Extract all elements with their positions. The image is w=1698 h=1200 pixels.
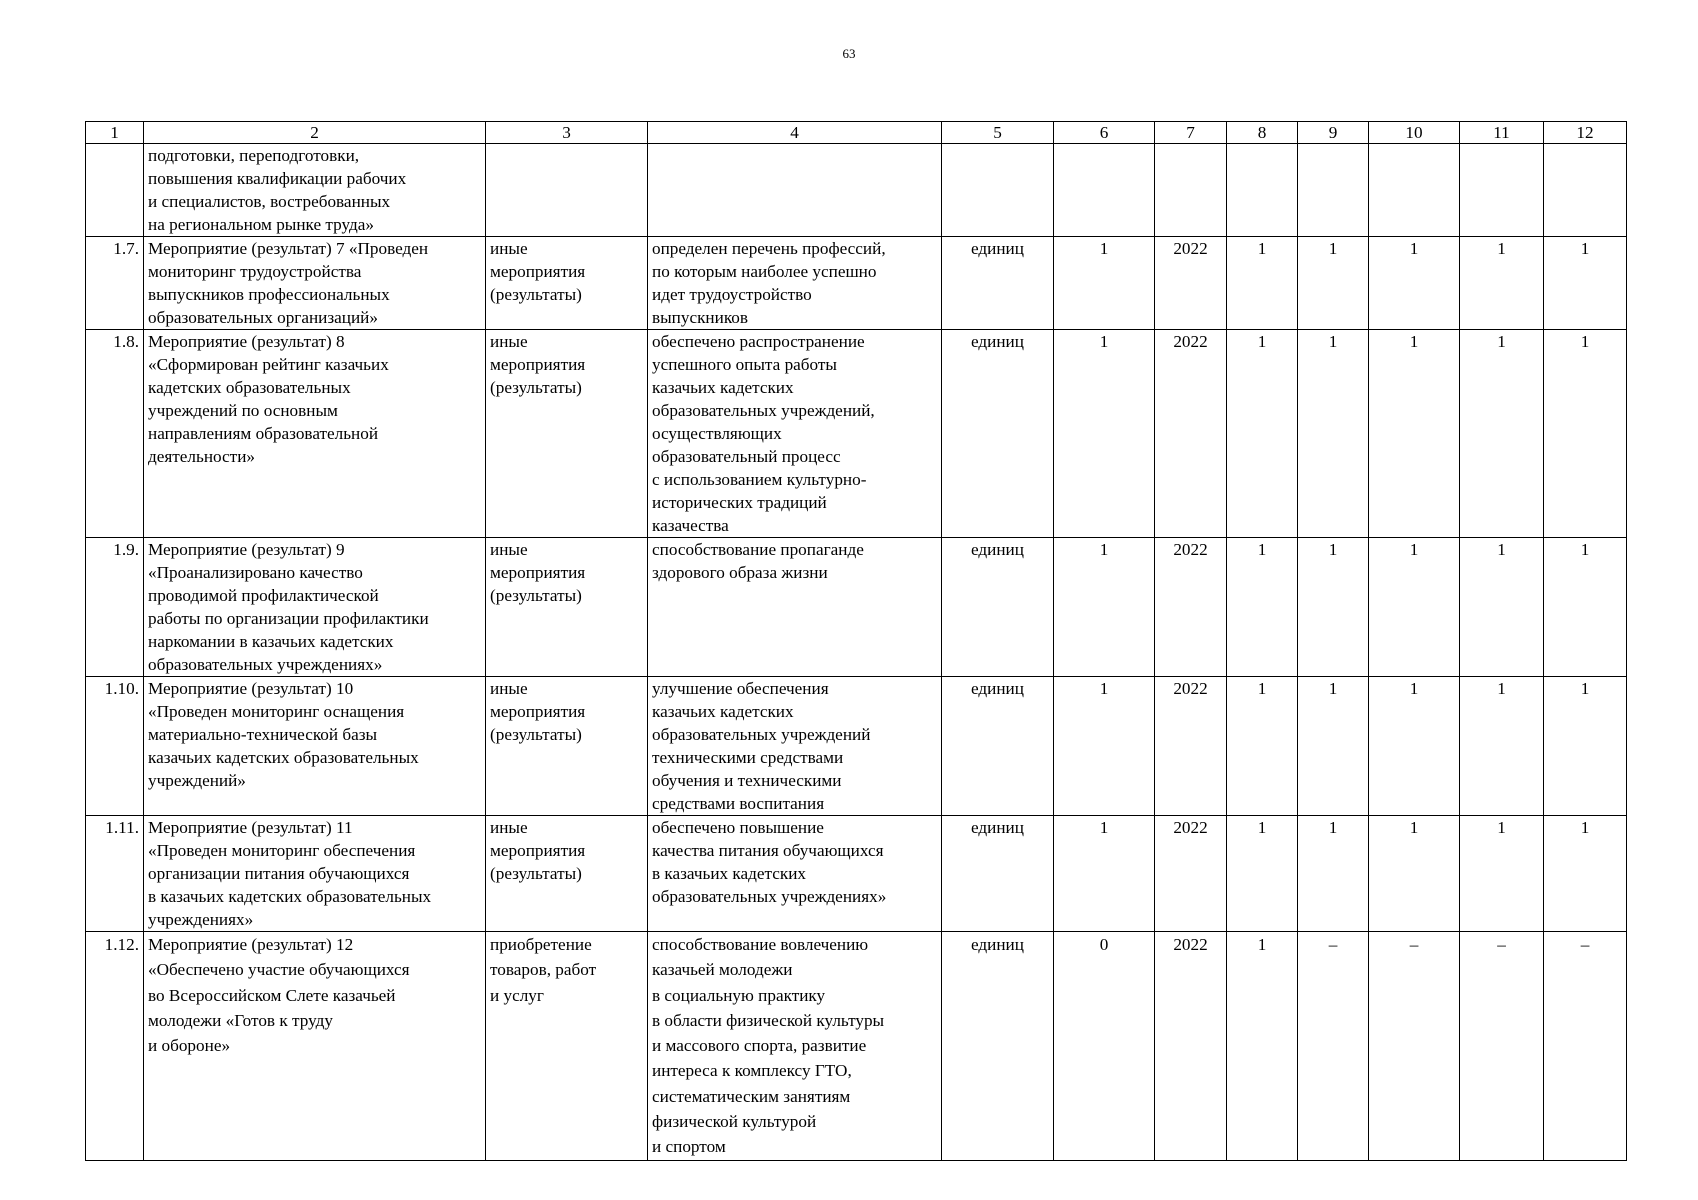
year-value-cell: 1 — [1298, 538, 1369, 677]
row-number: 1.10. — [86, 677, 144, 816]
base-value-cell: 1 — [1054, 816, 1155, 932]
activity-description: определен перечень профессий, по которым наиболее успешно идет трудоустройство выпускников — [648, 237, 942, 330]
activity-type: иные мероприятия (результаты) — [486, 816, 648, 932]
base-year-cell: 2022 — [1155, 677, 1227, 816]
year-value-cell: 1 — [1460, 677, 1544, 816]
unit-cell: единиц — [942, 932, 1054, 1161]
year-value-cell: 1 — [1544, 677, 1627, 816]
base-value-cell: 0 — [1054, 932, 1155, 1161]
year-value-cell — [1544, 144, 1627, 237]
activity-type: иные мероприятия (результаты) — [486, 330, 648, 538]
year-value-cell: 1 — [1544, 330, 1627, 538]
year-value-cell: 1 — [1369, 538, 1460, 677]
activity-description: обеспечено повышение качества питания обучающихся в казачьих кадетских образовательных учреждениях» — [648, 816, 942, 932]
base-value-cell: 1 — [1054, 538, 1155, 677]
year-value-cell — [1227, 144, 1298, 237]
activity-description: улучшение обеспечения казачьих кадетских образовательных учреждений техническими средствами обучения и техническими средствами воспитания — [648, 677, 942, 816]
unit-cell: единиц — [942, 538, 1054, 677]
activity-name: Мероприятие (результат) 12 «Обеспечено участие обучающихся во Всероссийском Слете казачьей молодежи «Готов к труду и обороне» — [144, 932, 486, 1161]
unit-cell: единиц — [942, 237, 1054, 330]
column-header: 1 — [86, 122, 144, 144]
year-value-cell: 1 — [1544, 538, 1627, 677]
table-row — [86, 144, 1627, 237]
activity-type: иные мероприятия (результаты) — [486, 677, 648, 816]
base-value-cell — [1054, 144, 1155, 237]
activity-name: Мероприятие (результат) 11 «Проведен мониторинг обеспечения организации питания обучающихся в казачьих кадетских образовательных учреждениях» — [144, 816, 486, 932]
year-value-cell: 1 — [1227, 538, 1298, 677]
unit-cell: единиц — [942, 330, 1054, 538]
year-value-cell: 1 — [1369, 816, 1460, 932]
year-value-cell — [1460, 144, 1544, 237]
year-value-cell: 1 — [1544, 237, 1627, 330]
year-value-cell: 1 — [1544, 816, 1627, 932]
column-header: 4 — [648, 122, 942, 144]
year-value-cell: 1 — [1298, 237, 1369, 330]
year-value-cell: 1 — [1369, 330, 1460, 538]
table-row — [86, 932, 1627, 1161]
year-value-cell: 1 — [1227, 330, 1298, 538]
activity-description: способствование пропаганде здорового образа жизни — [648, 538, 942, 677]
year-value-cell: 1 — [1227, 932, 1298, 1161]
table-row — [86, 330, 1627, 538]
year-value-cell — [1369, 144, 1460, 237]
year-value-cell: 1 — [1460, 237, 1544, 330]
activity-name: Мероприятие (результат) 10 «Проведен мониторинг оснащения материально-технической базы казачьих кадетских образовательных учреждений» — [144, 677, 486, 816]
base-year-cell: 2022 — [1155, 237, 1227, 330]
unit-cell: единиц — [942, 816, 1054, 932]
column-header: 11 — [1460, 122, 1544, 144]
activity-description — [648, 144, 942, 237]
base-year-cell: 2022 — [1155, 932, 1227, 1161]
activity-name: Мероприятие (результат) 9 «Проанализировано качество проводимой профилактической работы по организации профилактики наркомании в казачьих кадетских образовательных учреждениях» — [144, 538, 486, 677]
row-number: 1.8. — [86, 330, 144, 538]
year-value-cell: 1 — [1460, 538, 1544, 677]
column-header: 3 — [486, 122, 648, 144]
column-header: 7 — [1155, 122, 1227, 144]
base-value-cell: 1 — [1054, 330, 1155, 538]
activity-description: способствование вовлечению казачьей молодежи в социальную практику в области физической культуры и массового спорта, развитие интереса к комплексу ГТО, систематическим занятиям физической культурой и спортом — [648, 932, 942, 1161]
year-value-cell: 1 — [1460, 816, 1544, 932]
base-year-cell: 2022 — [1155, 538, 1227, 677]
activity-type — [486, 144, 648, 237]
base-year-cell — [1155, 144, 1227, 237]
activities-table — [85, 121, 1627, 1161]
year-value-cell: 1 — [1369, 677, 1460, 816]
unit-cell — [942, 144, 1054, 237]
year-value-cell: – — [1460, 932, 1544, 1161]
column-header: 2 — [144, 122, 486, 144]
activity-description: обеспечено распространение успешного опыта работы казачьих кадетских образовательных учреждений, осуществляющих образовательный процесс с использованием культурно- исторических традиций казачества — [648, 330, 942, 538]
table-row — [86, 538, 1627, 677]
table-row — [86, 237, 1627, 330]
base-year-cell: 2022 — [1155, 816, 1227, 932]
table-row — [86, 816, 1627, 932]
row-number — [86, 144, 144, 237]
column-header: 5 — [942, 122, 1054, 144]
column-header: 8 — [1227, 122, 1298, 144]
activity-type: иные мероприятия (результаты) — [486, 538, 648, 677]
column-header: 9 — [1298, 122, 1369, 144]
activity-name: Мероприятие (результат) 8 «Сформирован рейтинг казачьих кадетских образовательных учреждений по основным направлениям образовательной деятельности» — [144, 330, 486, 538]
row-number: 1.11. — [86, 816, 144, 932]
activity-type: приобретение товаров, работ и услуг — [486, 932, 648, 1161]
year-value-cell: 1 — [1227, 677, 1298, 816]
column-header: 6 — [1054, 122, 1155, 144]
column-header: 10 — [1369, 122, 1460, 144]
activity-name: подготовки, переподготовки, повышения квалификации рабочих и специалистов, востребованных на региональном рынке труда» — [144, 144, 486, 237]
base-value-cell: 1 — [1054, 677, 1155, 816]
base-year-cell: 2022 — [1155, 330, 1227, 538]
year-value-cell: 1 — [1227, 237, 1298, 330]
base-value-cell: 1 — [1054, 237, 1155, 330]
year-value-cell — [1298, 144, 1369, 237]
year-value-cell: – — [1298, 932, 1369, 1161]
activity-type: иные мероприятия (результаты) — [486, 237, 648, 330]
year-value-cell: 1 — [1227, 816, 1298, 932]
row-number: 1.12. — [86, 932, 144, 1161]
year-value-cell: 1 — [1298, 330, 1369, 538]
year-value-cell: 1 — [1298, 677, 1369, 816]
unit-cell: единиц — [942, 677, 1054, 816]
year-value-cell: 1 — [1460, 330, 1544, 538]
activity-name: Мероприятие (результат) 7 «Проведен мониторинг трудоустройства выпускников профессиональных образовательных организаций» — [144, 237, 486, 330]
year-value-cell: 1 — [1369, 237, 1460, 330]
page-number: 63 — [842, 46, 856, 61]
row-number: 1.9. — [86, 538, 144, 677]
header-row — [86, 122, 1627, 144]
year-value-cell: – — [1544, 932, 1627, 1161]
column-header: 12 — [1544, 122, 1627, 144]
year-value-cell: 1 — [1298, 816, 1369, 932]
row-number: 1.7. — [86, 237, 144, 330]
table-row — [86, 677, 1627, 816]
year-value-cell: – — [1369, 932, 1460, 1161]
